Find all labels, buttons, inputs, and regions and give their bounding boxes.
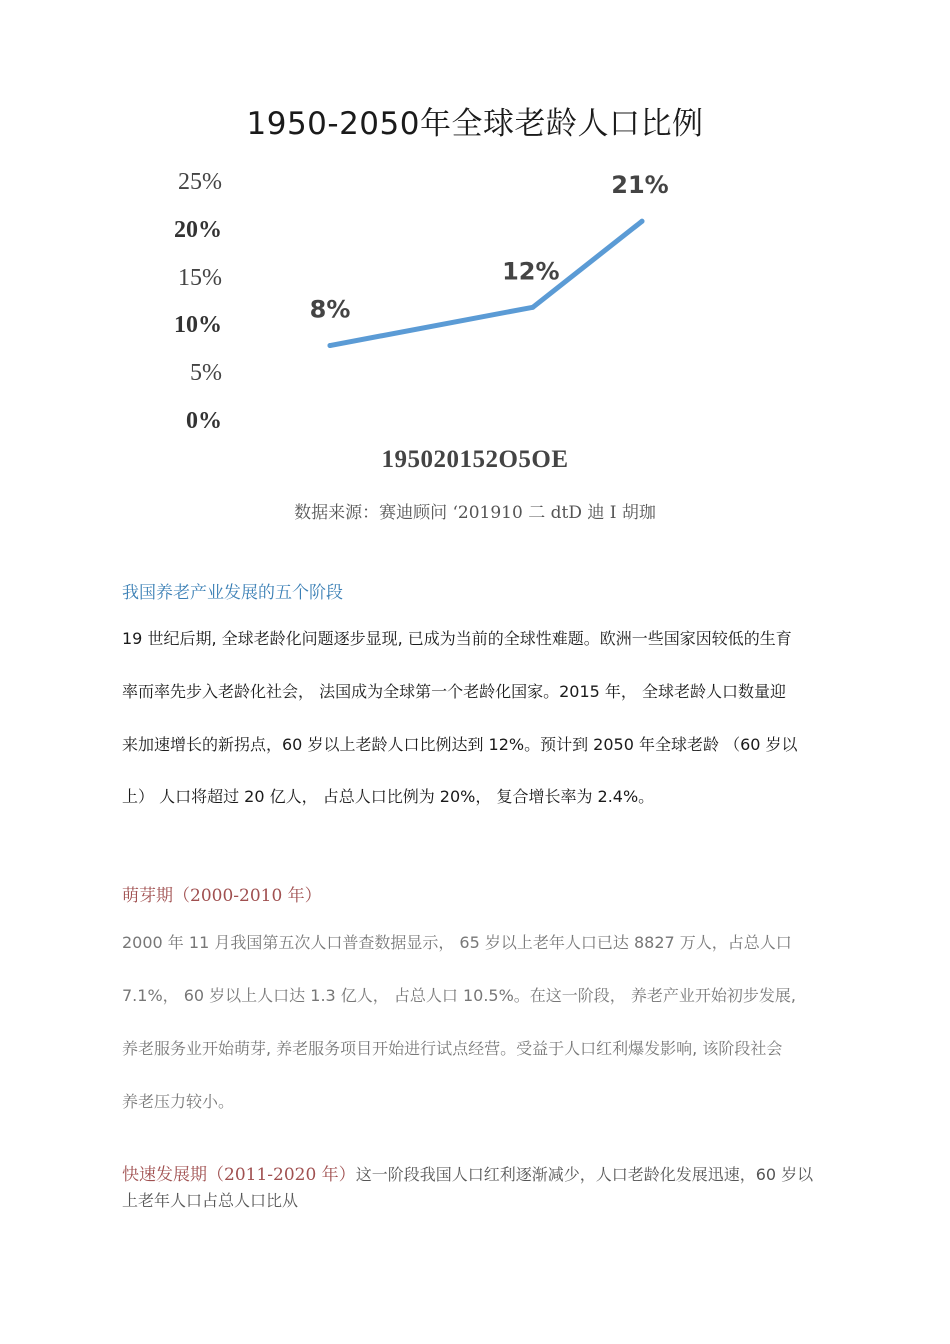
section-heading: 我国养老产业发展的五个阶段 — [122, 583, 343, 603]
paragraph-line: 养老服务业开始萌芽, 养老服务项目开始进行试点经营。受益于人口红利爆发影响, 该阶段社会 — [122, 1039, 783, 1058]
y-tick-label: 10% — [174, 312, 222, 338]
section-heading: 快速发展期（2011-2020 年） — [122, 1165, 356, 1185]
paragraph-line: 来加速增长的新拐点，60 岁以上老龄人口比例达到 12%。预计到 2050 年全球老龄 （60 岁以 — [122, 735, 798, 754]
data-point — [640, 219, 645, 224]
y-tick-label: 25% — [178, 169, 222, 195]
paragraph-line: 19 世纪后期, 全球老龄化问题逐步显现, 已成为当前的全球性难题。欧洲一些国家因较低的生育 — [122, 629, 792, 648]
x-axis-label: 195020152O5OE — [381, 446, 569, 473]
data-source-note: 数据来源：赛迪顾问 ‘201910 二 dtD 迪 I 胡珈 — [294, 503, 656, 523]
data-point — [530, 305, 535, 310]
line-chart — [0, 160, 950, 460]
section-heading: 萌芽期（2000-2010 年） — [122, 886, 322, 906]
paragraph-line: 上） 人口将超过 20 亿人， 占总人口比例为 20%， 复合增长率为 2.4%。 — [122, 787, 655, 806]
y-tick-label: 0% — [186, 408, 222, 434]
chart-title: 1950-2050年全球老龄人口比例 — [246, 106, 704, 142]
series-line — [330, 221, 642, 345]
paragraph-line: 养老压力较小。 — [122, 1092, 235, 1111]
paragraph-line: 2000 年 11 月我国第五次人口普查数据显示， 65 岁以上老年人口已达 8827 万人，占总人口 — [122, 933, 792, 952]
section-paragraph — [122, 1162, 822, 1213]
data-label: 21% — [611, 171, 669, 200]
y-tick-label: 15% — [178, 265, 222, 291]
data-label: 8% — [309, 295, 351, 324]
paragraph-line: 7.1%， 60 岁以上人口达 1.3 亿人， 占总人口 10.5%。在这一阶段， 养老产业开始初步发展, — [122, 986, 796, 1005]
paragraph-line: 率而率先步入老龄化社会， 法国成为全球第一个老龄化国家。2015 年， 全球老龄人口数量迎 — [122, 682, 786, 701]
data-point — [328, 343, 333, 348]
data-label: 12% — [502, 257, 560, 286]
y-tick-label: 20% — [174, 217, 222, 243]
y-tick-label: 5% — [190, 360, 222, 386]
paragraph-text: 这一阶段我国人口红利逐渐减少，人口老龄化发展迅速，60 岁以上老年人口占总人口比从 — [122, 1165, 814, 1210]
